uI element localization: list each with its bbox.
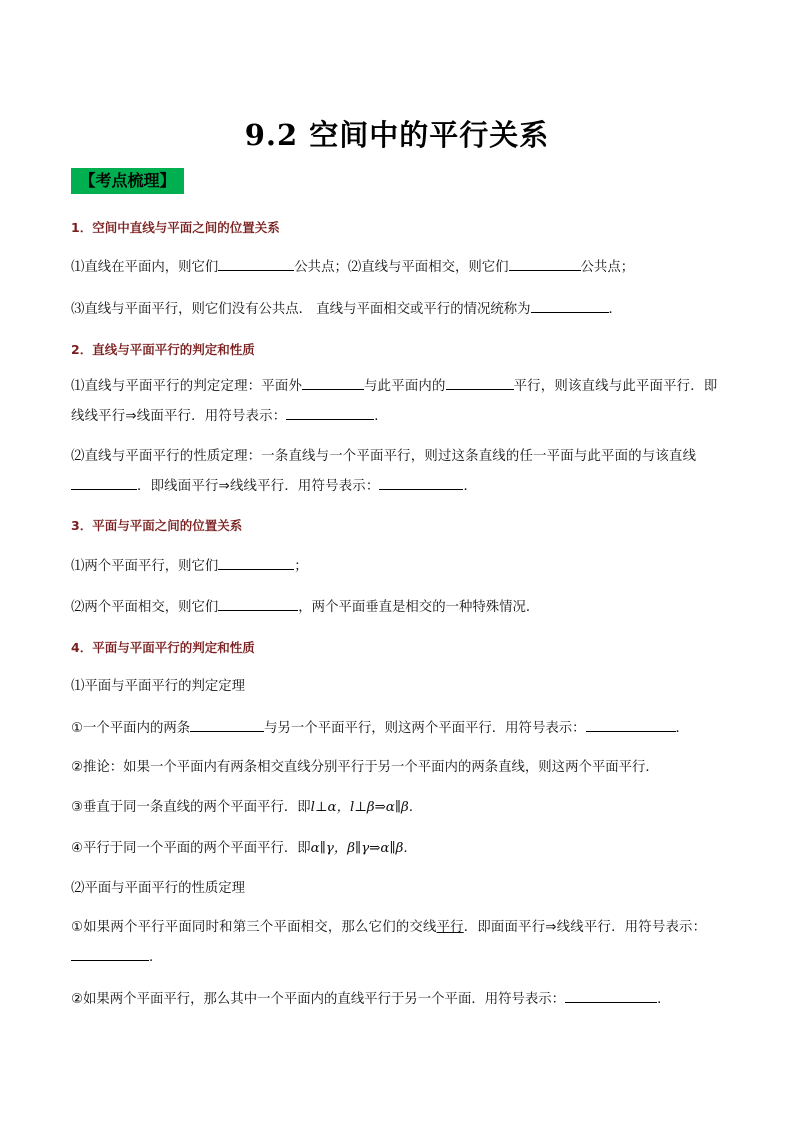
text-span: ⑵直线与平面平行的性质定理：一条直线与一个平面平行，则过这条直线的任一平面与此平面的与该直线: [71, 449, 697, 464]
text-paragraph: [71, 442, 726, 502]
fill-blank: [509, 256, 581, 271]
text-paragraph: [71, 913, 726, 973]
fill-blank: [190, 717, 264, 732]
fill-blank: [302, 375, 364, 390]
text-line: [71, 298, 726, 320]
text-span: ①一个平面内的两条: [71, 721, 191, 736]
fill-blank: [531, 298, 609, 313]
text-paragraph: [71, 372, 726, 432]
text-span: 公共点；⑵直线与平面相交，则它们: [294, 260, 509, 275]
text-line: [71, 555, 726, 577]
text-line: [71, 798, 726, 818]
fill-blank: [218, 596, 298, 611]
text-span: ②如果两个平面平行，那么其中一个平面内的直线平行于另一个平面．用符号表示：: [71, 992, 566, 1007]
fill-blank: [71, 475, 137, 490]
text-span: ．: [608, 302, 622, 317]
text-span: 与此平面内的: [364, 379, 446, 394]
section-heading-1: 1．空间中直线与平面之间的位置关系: [71, 220, 280, 235]
page-title: 9.2 空间中的平行关系: [244, 118, 550, 152]
text-line: [71, 256, 726, 278]
text-span: ．: [149, 950, 163, 965]
fill-blank: [446, 375, 514, 390]
text-span: ⑴两个平面平行，则它们: [71, 559, 219, 574]
math-expression: α∥γ，β∥γ⇒α∥β.: [310, 841, 408, 856]
text-line: [71, 988, 726, 1010]
text-span: ①如果两个平行平面同时和第三个平面相交，那么它们的交线: [71, 920, 437, 935]
fill-blank: [565, 988, 657, 1003]
fill-blank: [218, 256, 294, 271]
text-span: ，两个平面垂直是相交的一种特殊情况．: [298, 600, 540, 615]
subheading: ⑴平面与平面平行的判定定理: [71, 679, 246, 694]
section-heading-4: 4．平面与平面平行的判定和性质: [71, 640, 255, 655]
text-span: ④平行于同一个平面的两个平面平行．即: [71, 841, 311, 856]
section-heading-2: 2．直线与平面平行的判定和性质: [71, 342, 255, 357]
text-span: ．: [657, 992, 671, 1007]
text-line: ②推论：如果一个平面内有两条相交直线分别平行于另一个平面内的两条直线，则这两个平面平行．: [71, 760, 659, 775]
text-span: ⑴直线与平面平行的判定定理：平面外: [71, 379, 303, 394]
text-span: ．: [374, 409, 388, 424]
section-badge: 【考点梳理】: [71, 168, 184, 194]
text-span: ．即面面平行⇒线线平行．用符号表示：: [463, 920, 707, 935]
text-span: ⑵两个平面相交，则它们: [71, 600, 219, 615]
fill-blank: [71, 946, 149, 961]
text-line: [71, 596, 726, 618]
text-span: ③垂直于同一条直线的两个平面平行．即: [71, 800, 311, 815]
math-expression: l⊥α，l⊥β⇒α∥β.: [310, 800, 414, 815]
fill-blank: [379, 475, 463, 490]
text-span: ；: [294, 559, 308, 574]
text-line: [71, 717, 726, 739]
fill-blank: [286, 405, 374, 420]
fill-blank: [586, 717, 676, 732]
text-line: [71, 839, 726, 859]
text-span: 平行，则该直线与此平面平行．即线线平行⇒线面平行．用符号表示：: [71, 379, 718, 424]
fill-blank: [218, 555, 294, 570]
text-span: ．: [675, 721, 689, 736]
section-heading-3: 3．平面与平面之间的位置关系: [71, 518, 243, 533]
text-span: 公共点；: [580, 260, 635, 275]
text-span: ⑴直线在平面内，则它们: [71, 260, 219, 275]
text-span: ．即线面平行⇒线线平行．用符号表示：: [137, 479, 380, 494]
text-span: 与另一个平面平行，则这两个平面平行．用符号表示：: [264, 721, 586, 736]
underlined-text: 平行: [436, 920, 464, 935]
text-span: ．: [463, 479, 478, 494]
subheading: ⑵平面与平面平行的性质定理: [71, 881, 246, 896]
text-span: ⑶直线与平面平行，则它们没有公共点． 直线与平面相交或平行的情况统称为: [71, 302, 531, 317]
